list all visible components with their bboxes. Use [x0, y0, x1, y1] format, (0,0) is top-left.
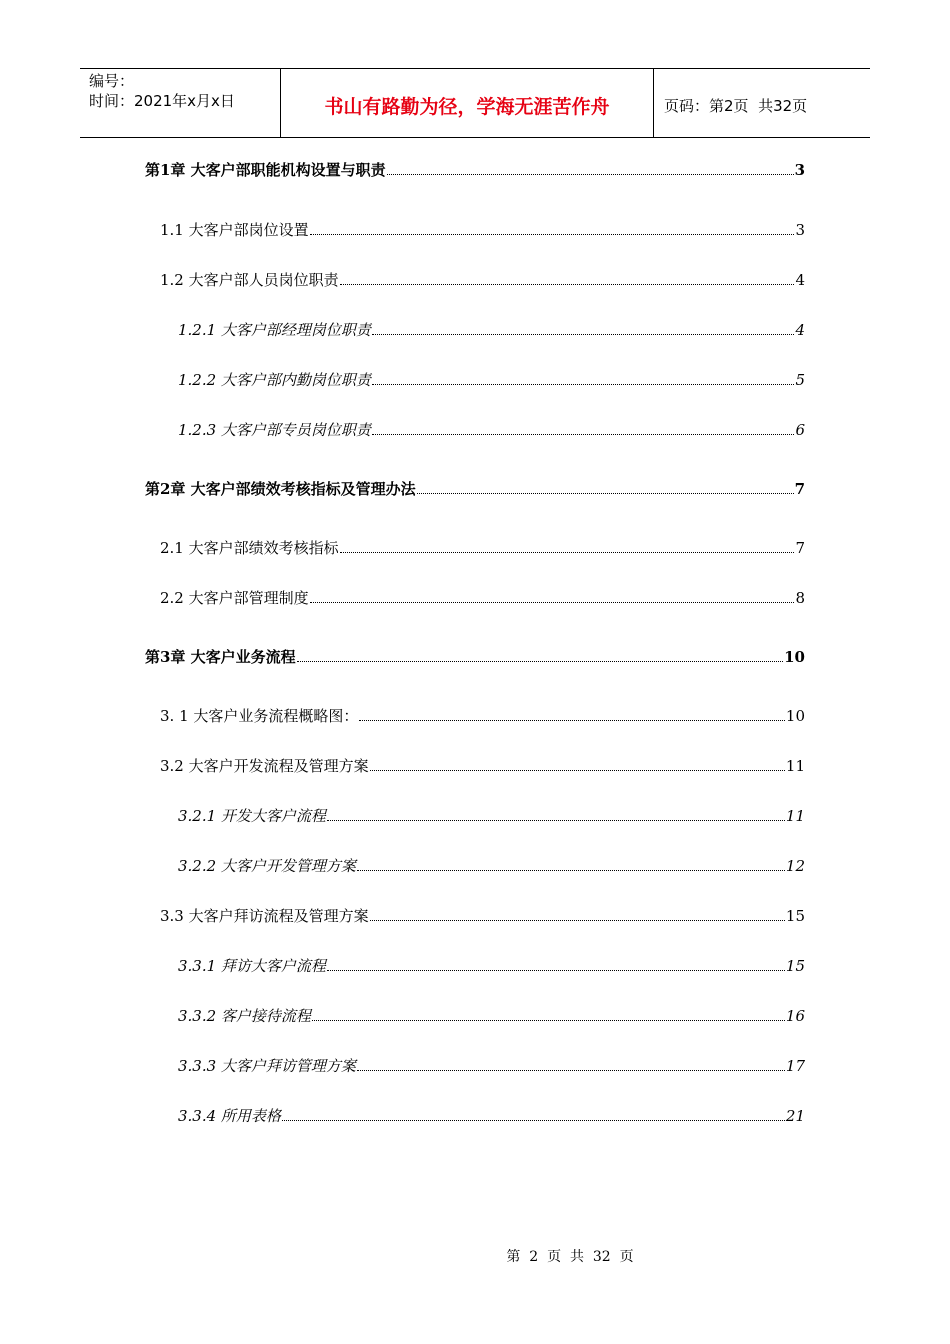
toc-entry-page: 6 — [795, 421, 805, 439]
toc-entry[interactable] — [178, 320, 805, 340]
toc-entry-page: 11 — [785, 757, 805, 775]
toc-entry[interactable] — [178, 370, 805, 390]
document-number-label: 编号： — [89, 72, 135, 90]
toc-leader — [312, 1020, 785, 1021]
page-header — [80, 68, 870, 138]
toc-leader — [370, 920, 785, 921]
toc-entry-page: 10 — [785, 707, 805, 725]
toc-entry[interactable] — [178, 1006, 805, 1026]
toc-entry-page: 3 — [795, 221, 805, 239]
toc-leader — [372, 384, 795, 385]
header-meta — [80, 69, 281, 137]
toc-entry-page: 17 — [785, 1057, 805, 1075]
header-page-info: 页码：第2页 共32页 — [664, 96, 808, 115]
header-motto: 书山有路勤为径，学海无涯苦作舟 — [281, 69, 654, 137]
document-time-label: 时间：2021年x月x日 — [89, 92, 235, 110]
toc-entry[interactable] — [178, 1056, 805, 1076]
toc-leader — [357, 870, 785, 871]
toc-entry-title: 3.2 大客户开发流程及管理方案 — [160, 757, 369, 775]
toc-entry[interactable] — [145, 479, 805, 499]
toc-entry-page: 7 — [795, 539, 805, 557]
toc-entry-title: 3.3 大客户拜访流程及管理方案 — [160, 907, 369, 925]
toc-entry-title: 3.3.2 客户接待流程 — [178, 1007, 311, 1025]
toc-entry-title: 2.2 大客户部管理制度 — [160, 589, 309, 607]
toc-entry[interactable] — [160, 220, 805, 240]
toc-entry-title: 3.2.2 大客户开发管理方案 — [178, 857, 356, 875]
toc-entry-title: 3.3.1 拜访大客户流程 — [178, 957, 326, 975]
toc-leader — [357, 1070, 785, 1071]
toc-entry[interactable] — [160, 538, 805, 558]
toc-entry-title: 3.3.4 所用表格 — [178, 1107, 281, 1125]
toc-entry-page: 15 — [785, 957, 805, 975]
toc-entry-page: 3 — [794, 161, 805, 179]
toc-entry-title: 1.2.1 大客户部经理岗位职责 — [178, 321, 371, 339]
toc-entry-page: 5 — [795, 371, 805, 389]
toc-entry[interactable] — [160, 706, 805, 726]
toc-entry[interactable] — [160, 270, 805, 290]
toc-entry-title: 第2章 大客户部绩效考核指标及管理办法 — [145, 480, 416, 498]
toc-entry-page: 12 — [785, 857, 805, 875]
toc-entry-page: 16 — [785, 1007, 805, 1025]
toc-entry-page: 4 — [795, 321, 805, 339]
toc-leader — [359, 720, 785, 721]
toc-leader — [340, 284, 795, 285]
toc-entry-title: 1.2 大客户部人员岗位职责 — [160, 271, 339, 289]
toc-entry-page: 8 — [795, 589, 805, 607]
toc-entry[interactable] — [160, 906, 805, 926]
toc-leader — [370, 770, 785, 771]
toc-entry-title: 1.2.2 大客户部内勤岗位职责 — [178, 371, 371, 389]
toc-entry-page: 15 — [785, 907, 805, 925]
toc-entry-page: 7 — [794, 480, 805, 498]
toc-entry[interactable] — [160, 588, 805, 608]
toc-entry-title: 1.1 大客户部岗位设置 — [160, 221, 309, 239]
toc-leader — [327, 820, 785, 821]
toc-entry[interactable] — [178, 956, 805, 976]
toc-leader — [310, 602, 795, 603]
toc-leader — [372, 334, 795, 335]
toc-entry-page: 10 — [784, 648, 805, 666]
toc-leader — [282, 1120, 785, 1121]
toc-entry-title: 第3章 大客户业务流程 — [145, 648, 296, 666]
toc-entry[interactable] — [160, 756, 805, 776]
toc-leader — [310, 234, 795, 235]
toc-entry-title: 2.1 大客户部绩效考核指标 — [160, 539, 339, 557]
toc-leader — [297, 661, 783, 662]
toc-entry-page: 4 — [795, 271, 805, 289]
toc-leader — [372, 434, 795, 435]
toc-entry-page: 11 — [785, 807, 805, 825]
toc-leader — [387, 174, 794, 175]
toc-entry-title: 第1章 大客户部职能机构设置与职责 — [145, 161, 386, 179]
toc-entry[interactable] — [178, 806, 805, 826]
toc-leader — [417, 493, 794, 494]
toc-entry-title: 1.2.3 大客户部专员岗位职责 — [178, 421, 371, 439]
toc-entry-title: 3.3.3 大客户拜访管理方案 — [178, 1057, 356, 1075]
toc-entry-title: 3.2.1 开发大客户流程 — [178, 807, 326, 825]
toc-entry-page: 21 — [785, 1107, 805, 1125]
toc-entry[interactable] — [178, 856, 805, 876]
toc-entry[interactable] — [178, 1106, 805, 1126]
toc-entry[interactable] — [145, 647, 805, 667]
toc-entry[interactable] — [178, 420, 805, 440]
toc-entry-title: 3. 1 大客户业务流程概略图： — [160, 707, 359, 725]
toc-leader — [327, 970, 785, 971]
toc-entry[interactable] — [145, 160, 805, 180]
toc-leader — [340, 552, 795, 553]
page-footer: 第 2 页 共 32 页 — [506, 1249, 634, 1265]
